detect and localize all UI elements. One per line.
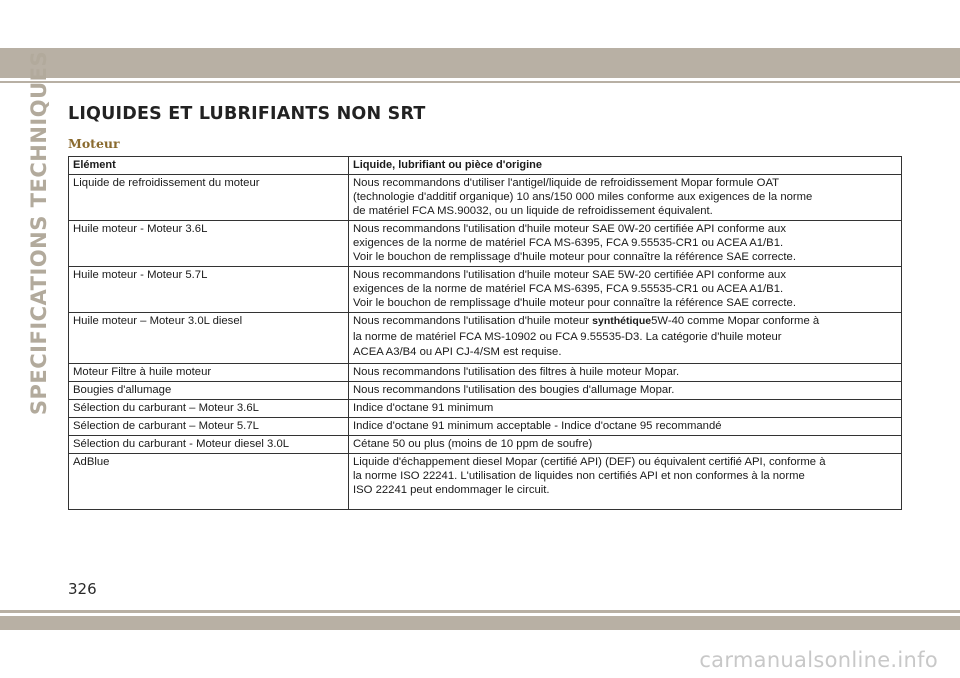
row-fluid-line: Nous recommandons d'utiliser l'antigel/liquide de refroidissement Mopar formule OAT (353, 177, 780, 189)
row-fluid (349, 313, 902, 364)
row-fluid (349, 435, 902, 453)
row-fluid-line: ISO 22241 peut endommager le circuit. (353, 483, 550, 496)
row-fluid (349, 363, 902, 381)
header-band (0, 48, 960, 78)
row-fluid-line: Nous recommandons l'utilisation d'huile moteur SAE 5W-20 certifiée API conforme aux (353, 269, 786, 281)
fluids-table (68, 156, 902, 510)
row-fluid-line (353, 314, 897, 330)
row-element: Huile moteur - Moteur 3.6L (69, 221, 349, 267)
row-fluid-line: Indice d'octane 91 minimum acceptable - Indice d'octane 95 recommandé (353, 419, 722, 432)
row-fluid (349, 221, 902, 267)
row-fluid-line: Voir le bouchon de remplissage d'huile moteur pour connaître la référence SAE correcte. (353, 297, 796, 309)
section-title: Moteur (68, 136, 120, 151)
side-chapter-label: SPECIFICATIONS TECHNIQUES (27, 50, 51, 416)
row-fluid-line: Indice d'octane 91 minimum (353, 401, 494, 414)
row-fluid-line: Voir le bouchon de remplissage d'huile moteur pour connaître la référence SAE correcte. (353, 251, 796, 263)
row-fluid-text: Nous recommandons l'utilisation d'huile moteur (353, 315, 593, 327)
row-fluid-line: Liquide d'échappement diesel Mopar (certifié API) (DEF) ou équivalent certifié API, conforme à (353, 455, 826, 468)
row-element: Liquide de refroidissement du moteur (69, 175, 349, 221)
row-element: Bougies d'allumage (69, 381, 349, 399)
row-fluid-line: ACEA A3/B4 ou API CJ-4/SM est requise. (353, 346, 562, 358)
header-rule (0, 81, 960, 83)
watermark: carmanualsonline.info (699, 648, 938, 672)
row-fluid (349, 175, 902, 221)
table-header-row (69, 157, 902, 175)
row-fluid-line: la norme ISO 22241. L'utilisation de liquides non certifiés API et non conformes à la norme (353, 469, 805, 482)
table-row (69, 313, 902, 364)
row-fluid (349, 381, 902, 399)
table-row (69, 221, 902, 267)
row-element: Huile moteur – Moteur 3.0L diesel (69, 313, 349, 364)
row-element: Huile moteur - Moteur 5.7L (69, 267, 349, 313)
page-number: 326 (68, 580, 97, 598)
table-row (69, 363, 902, 381)
footer-rule (0, 610, 960, 613)
row-fluid-line: exigences de la norme de matériel FCA MS-6395, FCA 9.55535-CR1 ou ACEA A1/B1. (353, 237, 784, 249)
row-fluid-line: de matériel FCA MS.90032, ou un liquide de refroidissement équivalent. (353, 205, 713, 217)
column-header-element: Elément (69, 157, 349, 175)
row-fluid-line: Nous recommandons l'utilisation des bougies d'allumage Mopar. (353, 383, 675, 396)
row-fluid (349, 399, 902, 417)
table-row (69, 453, 902, 509)
table-row (69, 417, 902, 435)
page-title: LIQUIDES ET LUBRIFIANTS NON SRT (68, 104, 426, 124)
row-fluid-line: (technologie d'additif organique) 10 ans/150 000 miles conforme aux exigences de la norme (353, 191, 813, 203)
row-fluid (349, 417, 902, 435)
row-element: Moteur Filtre à huile moteur (69, 363, 349, 381)
row-fluid-line: Nous recommandons l'utilisation des filtres à huile moteur Mopar. (353, 365, 680, 378)
column-header-fluid: Liquide, lubrifiant ou pièce d'origine (349, 157, 902, 175)
row-fluid-emphasis: synthétique (592, 315, 652, 327)
table-row (69, 267, 902, 313)
row-fluid (349, 453, 902, 509)
row-fluid (349, 267, 902, 313)
row-fluid-line: exigences de la norme de matériel FCA MS-6395, FCA 9.55535-CR1 ou ACEA A1/B1. (353, 283, 784, 295)
row-fluid-line: Cétane 50 ou plus (moins de 10 ppm de soufre) (353, 437, 593, 450)
row-element: Sélection du carburant - Moteur diesel 3.0L (69, 435, 349, 453)
table-row (69, 435, 902, 453)
footer-band (0, 616, 960, 630)
side-chapter-tab (24, 50, 54, 416)
table-row (69, 381, 902, 399)
table-row (69, 175, 902, 221)
row-element: Sélection de carburant – Moteur 5.7L (69, 417, 349, 435)
row-element: Sélection du carburant – Moteur 3.6L (69, 399, 349, 417)
row-fluid-line: Nous recommandons l'utilisation d'huile moteur SAE 0W-20 certifiée API conforme aux (353, 223, 786, 235)
table-row (69, 399, 902, 417)
row-fluid-line: la norme de matériel FCA MS-10902 ou FCA 9.55535-D3. La catégorie d'huile moteur (353, 330, 782, 343)
row-element: AdBlue (69, 453, 349, 509)
row-fluid-text: 5W-40 comme Mopar conforme à (651, 315, 820, 327)
